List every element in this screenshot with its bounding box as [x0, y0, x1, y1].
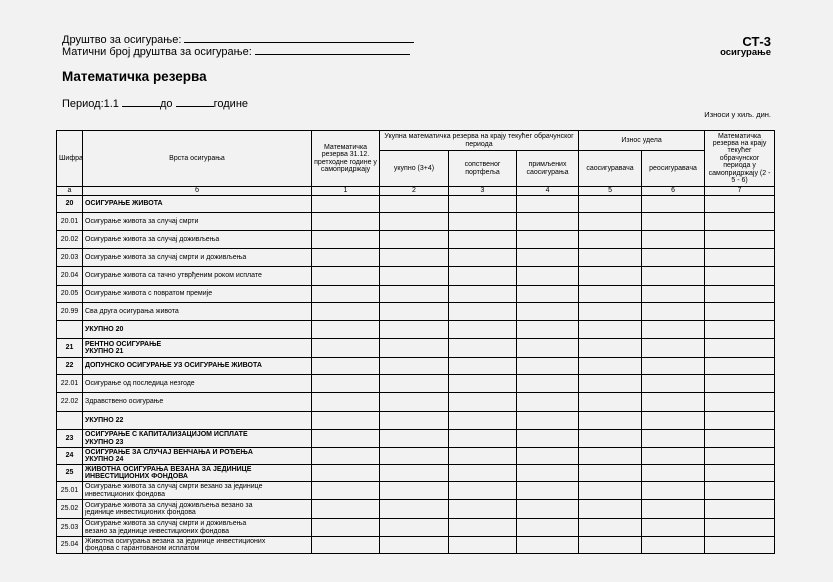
company-label: Друштво за осигурање:	[62, 34, 182, 46]
row-code: 25.03	[57, 519, 83, 537]
row-code: 22.02	[57, 393, 83, 412]
value-cell-col-1[interactable]	[312, 519, 380, 537]
page-title: Математичка резерва	[62, 69, 207, 84]
value-cell-col-5[interactable]	[579, 267, 642, 286]
value-cell-col-3[interactable]	[449, 375, 517, 393]
value-cell-col-2[interactable]	[380, 448, 449, 465]
value-cell-col-5[interactable]	[579, 519, 642, 537]
value-cell-col-1[interactable]	[312, 267, 380, 286]
value-cell-col-6[interactable]	[642, 393, 705, 412]
value-cell-col-4[interactable]	[517, 537, 579, 554]
value-cell-col-6[interactable]	[642, 213, 705, 231]
index-row	[57, 187, 775, 196]
value-cell-col-1[interactable]	[312, 196, 380, 213]
value-cell-col-6[interactable]	[642, 465, 705, 482]
row-label-cell	[83, 358, 312, 375]
value-cell-col-3[interactable]	[449, 393, 517, 412]
value-cell-col-6[interactable]	[642, 196, 705, 213]
row-label: Осигурање живота за случај доживљења	[85, 235, 220, 243]
table-row	[57, 482, 775, 500]
row-label-cell	[83, 286, 312, 303]
value-cell-col-4[interactable]	[517, 500, 579, 519]
value-cell-col-5[interactable]	[579, 213, 642, 231]
value-cell-col-6[interactable]	[642, 267, 705, 286]
row-label: ЖИВОТНА ОСИГУРАЊА ВЕЗАНА ЗА ЈЕДИНИЦЕ	[85, 465, 252, 473]
value-cell-col-5[interactable]	[579, 286, 642, 303]
row-code: 20.04	[57, 267, 83, 286]
value-cell-col-3[interactable]	[449, 303, 517, 321]
row-label: Здравствено осигурање	[85, 398, 164, 406]
value-cell-col-5[interactable]	[579, 465, 642, 482]
row-label: Осигурање живота за случај смрти везано за јединице	[85, 483, 263, 491]
value-cell-col-7[interactable]	[705, 412, 775, 430]
value-cell-col-2[interactable]	[380, 249, 449, 267]
col-6-header: реосигуравача	[642, 151, 705, 187]
value-cell-col-1[interactable]	[312, 448, 380, 465]
value-cell-col-4[interactable]	[517, 196, 579, 213]
value-cell-col-1[interactable]	[312, 286, 380, 303]
value-cell-col-1[interactable]	[312, 339, 380, 358]
table-row	[57, 500, 775, 519]
row-label-line2: везано за јединице инвестиционих фондова	[85, 527, 230, 535]
row-code: 21	[57, 339, 83, 358]
table-row	[57, 321, 775, 339]
units-note: Износи у хиљ. дин.	[704, 110, 771, 119]
value-cell-col-2[interactable]	[380, 196, 449, 213]
value-cell-col-7[interactable]	[705, 393, 775, 412]
value-cell-col-6[interactable]	[642, 321, 705, 339]
value-cell-col-1[interactable]	[312, 213, 380, 231]
row-label-cell	[83, 375, 312, 393]
company-line	[62, 34, 414, 46]
value-cell-col-1[interactable]	[312, 358, 380, 375]
row-label-cell	[83, 519, 312, 537]
value-cell-col-7[interactable]	[705, 358, 775, 375]
value-cell-col-6[interactable]	[642, 286, 705, 303]
table-row	[57, 519, 775, 537]
row-code	[57, 412, 83, 430]
index-cell: 7	[705, 187, 775, 196]
value-cell-col-5[interactable]	[579, 500, 642, 519]
table-row	[57, 286, 775, 303]
value-cell-col-6[interactable]	[642, 358, 705, 375]
value-cell-col-6[interactable]	[642, 339, 705, 358]
row-code: 20.01	[57, 213, 83, 231]
row-label-cell	[83, 267, 312, 286]
value-cell-col-2[interactable]	[380, 303, 449, 321]
value-cell-col-6[interactable]	[642, 231, 705, 249]
value-cell-col-3[interactable]	[449, 482, 517, 500]
value-cell-col-4[interactable]	[517, 321, 579, 339]
value-cell-col-3[interactable]	[449, 537, 517, 554]
table-body	[57, 196, 775, 554]
row-label-cell	[83, 339, 312, 358]
registry-field[interactable]	[255, 54, 410, 55]
value-cell-col-2[interactable]	[380, 321, 449, 339]
value-cell-col-3[interactable]	[449, 519, 517, 537]
row-label-line2: УКУПНО 24	[85, 456, 124, 463]
value-cell-col-3[interactable]	[449, 465, 517, 482]
col-3-header: сопственог портфеља	[449, 151, 517, 187]
row-label-line2: УКУПНО 21	[85, 348, 124, 355]
value-cell-col-1[interactable]	[312, 500, 380, 519]
value-cell-col-5[interactable]	[579, 358, 642, 375]
value-cell-col-7[interactable]	[705, 213, 775, 231]
index-cell: 1	[312, 187, 380, 196]
row-label-cell	[83, 249, 312, 267]
table-row	[57, 393, 775, 412]
value-cell-col-7[interactable]	[705, 448, 775, 465]
row-code: 20.03	[57, 249, 83, 267]
row-label: ОСИГУРАЊЕ ЖИВОТА	[85, 200, 163, 208]
value-cell-col-3[interactable]	[449, 267, 517, 286]
table-row	[57, 375, 775, 393]
value-cell-col-3[interactable]	[449, 358, 517, 375]
reserve-table	[56, 130, 775, 554]
value-cell-col-4[interactable]	[517, 213, 579, 231]
row-label: Осигурање од последица незгоде	[85, 379, 195, 387]
period-from-field[interactable]	[122, 106, 160, 107]
value-cell-col-2[interactable]	[380, 412, 449, 430]
registry-line	[62, 46, 410, 58]
table-row	[57, 339, 775, 358]
row-code: 22	[57, 358, 83, 375]
company-field[interactable]	[184, 42, 414, 43]
value-cell-col-5[interactable]	[579, 231, 642, 249]
row-label: УКУПНО 22	[85, 416, 124, 424]
value-cell-col-7[interactable]	[705, 537, 775, 554]
value-cell-col-7[interactable]	[705, 375, 775, 393]
value-cell-col-2[interactable]	[380, 482, 449, 500]
value-cell-col-4[interactable]	[517, 286, 579, 303]
value-cell-col-3[interactable]	[449, 196, 517, 213]
row-label: РЕНТНО ОСИГУРАЊЕ	[85, 340, 162, 348]
row-code: 25	[57, 465, 83, 482]
period-year-label: године	[213, 98, 249, 110]
row-label: Сва друга осигурања живота	[85, 307, 179, 315]
row-label-line2: фондова с гарантованом исплатом	[85, 545, 200, 552]
index-cell: 4	[517, 187, 579, 196]
row-label-line2: инвестиционих фондова	[85, 490, 165, 498]
value-cell-col-3[interactable]	[449, 231, 517, 249]
value-cell-col-4[interactable]	[517, 412, 579, 430]
col-4-header: примљених саосигурања	[517, 151, 579, 187]
value-cell-col-1[interactable]	[312, 465, 380, 482]
value-cell-col-3[interactable]	[449, 249, 517, 267]
table-row	[57, 412, 775, 430]
value-cell-col-4[interactable]	[517, 339, 579, 358]
row-label-cell	[83, 500, 312, 519]
row-label: Осигурање живота за случај смрти и доживљења	[85, 520, 247, 528]
row-code: 20.99	[57, 303, 83, 321]
value-cell-col-5[interactable]	[579, 303, 642, 321]
value-cell-col-7[interactable]	[705, 500, 775, 519]
row-code: 25.01	[57, 482, 83, 500]
row-label-line2: УКУПНО 23	[85, 438, 124, 446]
table-row	[57, 358, 775, 375]
row-label-cell	[83, 412, 312, 430]
value-cell-col-4[interactable]	[517, 249, 579, 267]
row-code: 25.02	[57, 500, 83, 519]
value-cell-col-2[interactable]	[380, 358, 449, 375]
value-cell-col-6[interactable]	[642, 448, 705, 465]
col-group-share-header: Износ удела	[579, 131, 705, 151]
value-cell-col-3[interactable]	[449, 500, 517, 519]
value-cell-col-3[interactable]	[449, 213, 517, 231]
value-cell-col-2[interactable]	[380, 375, 449, 393]
value-cell-col-1[interactable]	[312, 303, 380, 321]
value-cell-col-5[interactable]	[579, 448, 642, 465]
value-cell-col-7[interactable]	[705, 249, 775, 267]
value-cell-col-2[interactable]	[380, 339, 449, 358]
value-cell-col-5[interactable]	[579, 537, 642, 554]
value-cell-col-7[interactable]	[705, 321, 775, 339]
value-cell-col-2[interactable]	[380, 519, 449, 537]
row-code: 20	[57, 196, 83, 213]
form-code: СТ-3	[742, 34, 771, 49]
row-label: Осигурање живота за случај смрти и доживљења	[85, 253, 247, 261]
value-cell-col-3[interactable]	[449, 286, 517, 303]
value-cell-col-5[interactable]	[579, 393, 642, 412]
table-row	[57, 267, 775, 286]
row-label-cell	[83, 448, 312, 465]
value-cell-col-6[interactable]	[642, 249, 705, 267]
row-label: УКУПНО 20	[85, 325, 124, 333]
period-line	[62, 98, 248, 110]
row-label-cell	[83, 231, 312, 249]
value-cell-col-7[interactable]	[705, 430, 775, 448]
row-label-cell	[83, 430, 312, 448]
index-cell: 5	[579, 187, 642, 196]
value-cell-col-1[interactable]	[312, 249, 380, 267]
table-row	[57, 465, 775, 482]
value-cell-col-4[interactable]	[517, 430, 579, 448]
row-code: 23	[57, 430, 83, 448]
value-cell-col-1[interactable]	[312, 537, 380, 554]
value-cell-col-3[interactable]	[449, 321, 517, 339]
value-cell-col-2[interactable]	[380, 500, 449, 519]
row-label-cell	[83, 465, 312, 482]
value-cell-col-2[interactable]	[380, 213, 449, 231]
form-subtitle: осигурање	[720, 47, 771, 58]
value-cell-col-4[interactable]	[517, 393, 579, 412]
value-cell-col-1[interactable]	[312, 482, 380, 500]
row-label: Осигурање живота с повратом премије	[85, 290, 213, 298]
row-label: ДОПУНСКО ОСИГУРАЊЕ УЗ ОСИГУРАЊЕ ЖИВОТА	[85, 362, 262, 370]
value-cell-col-4[interactable]	[517, 303, 579, 321]
value-cell-col-3[interactable]	[449, 339, 517, 358]
value-cell-col-6[interactable]	[642, 500, 705, 519]
value-cell-col-1[interactable]	[312, 412, 380, 430]
value-cell-col-7[interactable]	[705, 286, 775, 303]
value-cell-col-1[interactable]	[312, 321, 380, 339]
row-label-line2: јединице инвестиционих фондова	[85, 509, 196, 516]
value-cell-col-6[interactable]	[642, 519, 705, 537]
value-cell-col-6[interactable]	[642, 412, 705, 430]
value-cell-col-4[interactable]	[517, 231, 579, 249]
value-cell-col-2[interactable]	[380, 537, 449, 554]
index-cell: 3	[449, 187, 517, 196]
table-row	[57, 430, 775, 448]
value-cell-col-1[interactable]	[312, 430, 380, 448]
row-label: ОСИГУРАЊЕ ЗА СЛУЧАЈ ВЕНЧАЊА И РОЂЕЊА	[85, 448, 253, 456]
value-cell-col-2[interactable]	[380, 465, 449, 482]
value-cell-col-5[interactable]	[579, 375, 642, 393]
value-cell-col-1[interactable]	[312, 231, 380, 249]
value-cell-col-6[interactable]	[642, 303, 705, 321]
value-cell-col-5[interactable]	[579, 321, 642, 339]
period-to-field[interactable]	[176, 106, 214, 107]
value-cell-col-6[interactable]	[642, 430, 705, 448]
index-cell: а	[57, 187, 83, 196]
index-cell: 6	[642, 187, 705, 196]
col-5-header: саосигуравача	[579, 151, 642, 187]
value-cell-col-6[interactable]	[642, 375, 705, 393]
row-label-cell	[83, 393, 312, 412]
registry-label: Матични број друштва за осигурање:	[62, 46, 252, 58]
period-to-label: до	[160, 98, 173, 110]
value-cell-col-4[interactable]	[517, 358, 579, 375]
value-cell-col-1[interactable]	[312, 393, 380, 412]
value-cell-col-4[interactable]	[517, 375, 579, 393]
value-cell-col-4[interactable]	[517, 465, 579, 482]
value-cell-col-3[interactable]	[449, 412, 517, 430]
row-label-line2: ИНВЕСТИЦИОНИХ ФОНДОВА	[85, 473, 188, 480]
row-label: Осигурање живота за случај доживљења везано за	[85, 501, 253, 509]
value-cell-col-4[interactable]	[517, 519, 579, 537]
row-label-cell	[83, 303, 312, 321]
row-code: 20.05	[57, 286, 83, 303]
value-cell-col-4[interactable]	[517, 267, 579, 286]
table-row	[57, 213, 775, 231]
row-label: Животна осигурања везана за јединице инвестиционих	[85, 537, 266, 545]
row-label-cell	[83, 213, 312, 231]
value-cell-col-5[interactable]	[579, 412, 642, 430]
row-code: 25.04	[57, 537, 83, 554]
col-7-header: Математичка резерва на крају текућег обрачунског периода у самопридржају (2 - 5 - 6)	[705, 131, 775, 187]
value-cell-col-1[interactable]	[312, 375, 380, 393]
row-code	[57, 321, 83, 339]
col-1-header: Математичка резерва 31.12. претходне године у самопридржају	[312, 131, 380, 187]
row-label-cell	[83, 482, 312, 500]
index-cell: 2	[380, 187, 449, 196]
row-code: 22.01	[57, 375, 83, 393]
value-cell-col-7[interactable]	[705, 196, 775, 213]
value-cell-col-2[interactable]	[380, 393, 449, 412]
table-row	[57, 231, 775, 249]
value-cell-col-5[interactable]	[579, 339, 642, 358]
index-cell: б	[83, 187, 312, 196]
col-type-header: Врста осигурања	[83, 131, 312, 187]
value-cell-col-5[interactable]	[579, 196, 642, 213]
value-cell-col-6[interactable]	[642, 482, 705, 500]
col-code-header: Шифра	[57, 131, 83, 187]
row-label: ОСИГУРАЊЕ С КАПИТАЛИЗАЦИЈОМ ИСПЛАТЕ	[85, 431, 248, 439]
value-cell-col-4[interactable]	[517, 448, 579, 465]
value-cell-col-5[interactable]	[579, 249, 642, 267]
table-row	[57, 196, 775, 213]
table-row	[57, 249, 775, 267]
col-group-total-header: Укупна математичка резерва на крају текућег обрачунског периода	[380, 131, 579, 151]
table-row	[57, 303, 775, 321]
value-cell-col-7[interactable]	[705, 519, 775, 537]
value-cell-col-7[interactable]	[705, 482, 775, 500]
value-cell-col-2[interactable]	[380, 286, 449, 303]
table-row	[57, 537, 775, 554]
value-cell-col-5[interactable]	[579, 482, 642, 500]
value-cell-col-6[interactable]	[642, 537, 705, 554]
value-cell-col-7[interactable]	[705, 267, 775, 286]
value-cell-col-7[interactable]	[705, 339, 775, 358]
value-cell-col-7[interactable]	[705, 465, 775, 482]
period-prefix: Период:1.1	[62, 98, 119, 110]
value-cell-col-3[interactable]	[449, 448, 517, 465]
value-cell-col-5[interactable]	[579, 430, 642, 448]
row-label: Осигурање живота за случај смрти	[85, 217, 199, 225]
row-label-cell	[83, 321, 312, 339]
value-cell-col-4[interactable]	[517, 482, 579, 500]
value-cell-col-7[interactable]	[705, 231, 775, 249]
value-cell-col-2[interactable]	[380, 267, 449, 286]
value-cell-col-2[interactable]	[380, 430, 449, 448]
row-label-cell	[83, 537, 312, 554]
table-row	[57, 448, 775, 465]
row-code: 24	[57, 448, 83, 465]
value-cell-col-3[interactable]	[449, 430, 517, 448]
row-label-cell	[83, 196, 312, 213]
row-label: Осигурање живота са тачно утврђеним роком исплате	[85, 272, 262, 280]
row-code: 20.02	[57, 231, 83, 249]
value-cell-col-2[interactable]	[380, 231, 449, 249]
col-2-header: укупно (3+4)	[380, 151, 449, 187]
value-cell-col-7[interactable]	[705, 303, 775, 321]
